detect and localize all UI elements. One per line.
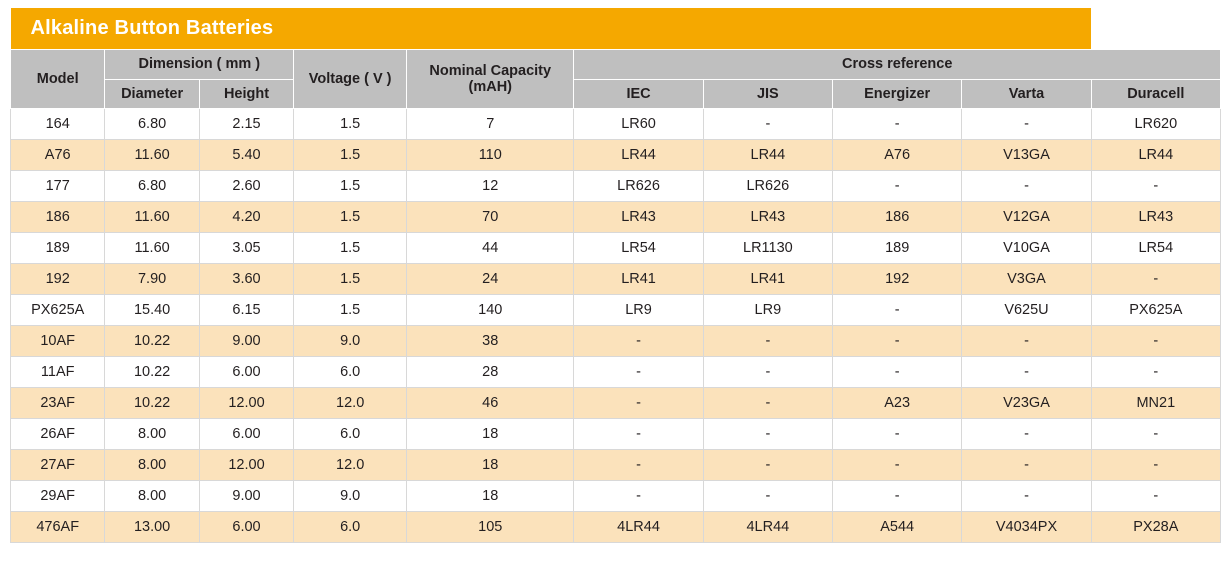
cell-jis: 4LR44 — [703, 512, 832, 543]
cell-model: 177 — [11, 171, 105, 202]
table-row — [11, 388, 1221, 419]
cell-capacity: 46 — [407, 388, 574, 419]
cell-energizer: - — [833, 326, 962, 357]
cell-model: PX625A — [11, 295, 105, 326]
cell-voltage: 1.5 — [294, 295, 407, 326]
cell-jis: - — [703, 450, 832, 481]
cell-voltage: 9.0 — [294, 326, 407, 357]
cell-height: 12.00 — [199, 450, 293, 481]
cell-duracell: - — [1091, 481, 1220, 512]
cell-jis: - — [703, 109, 832, 140]
table-row — [11, 419, 1221, 450]
cell-model: 11AF — [11, 357, 105, 388]
cell-height: 6.00 — [199, 357, 293, 388]
cell-varta: - — [962, 450, 1091, 481]
header-jis: JIS — [703, 79, 832, 109]
cell-iec: - — [574, 326, 703, 357]
cell-energizer: A76 — [833, 140, 962, 171]
cell-varta: - — [962, 357, 1091, 388]
cell-capacity: 140 — [407, 295, 574, 326]
cell-model: 27AF — [11, 450, 105, 481]
cell-voltage: 6.0 — [294, 357, 407, 388]
cell-height: 3.05 — [199, 233, 293, 264]
cell-diameter: 7.90 — [105, 264, 199, 295]
cell-duracell: LR43 — [1091, 202, 1220, 233]
table-row — [11, 450, 1221, 481]
cell-voltage: 9.0 — [294, 481, 407, 512]
cell-duracell: MN21 — [1091, 388, 1220, 419]
header-height: Height — [199, 79, 293, 109]
header-duracell: Duracell — [1091, 79, 1220, 109]
cell-energizer: - — [833, 450, 962, 481]
cell-capacity: 105 — [407, 512, 574, 543]
cell-iec: LR41 — [574, 264, 703, 295]
cell-capacity: 28 — [407, 357, 574, 388]
page-title: Alkaline Button Batteries — [11, 8, 1092, 50]
cell-jis: - — [703, 481, 832, 512]
cell-model: 26AF — [11, 419, 105, 450]
table-row — [11, 171, 1221, 202]
table-row — [11, 264, 1221, 295]
cell-duracell: - — [1091, 171, 1220, 202]
table-row — [11, 202, 1221, 233]
cell-diameter: 13.00 — [105, 512, 199, 543]
cell-height: 6.00 — [199, 419, 293, 450]
cell-capacity: 44 — [407, 233, 574, 264]
table-row — [11, 326, 1221, 357]
header-dimension: Dimension ( mm ) — [105, 50, 294, 80]
title-row — [11, 8, 1221, 50]
cell-iec: LR54 — [574, 233, 703, 264]
cell-jis: LR1130 — [703, 233, 832, 264]
cell-voltage: 1.5 — [294, 202, 407, 233]
cell-height: 2.15 — [199, 109, 293, 140]
cell-diameter: 11.60 — [105, 233, 199, 264]
cell-capacity: 24 — [407, 264, 574, 295]
cell-capacity: 18 — [407, 450, 574, 481]
cell-jis: - — [703, 388, 832, 419]
cell-model: 186 — [11, 202, 105, 233]
header-diameter: Diameter — [105, 79, 199, 109]
table-row — [11, 233, 1221, 264]
cell-height: 4.20 — [199, 202, 293, 233]
cell-varta: - — [962, 419, 1091, 450]
title-spacer — [1091, 8, 1220, 50]
cell-diameter: 11.60 — [105, 140, 199, 171]
cell-duracell: - — [1091, 450, 1220, 481]
cell-voltage: 12.0 — [294, 388, 407, 419]
cell-energizer: 186 — [833, 202, 962, 233]
cell-energizer: 192 — [833, 264, 962, 295]
cell-voltage: 6.0 — [294, 419, 407, 450]
header-cross-reference: Cross reference — [574, 50, 1221, 80]
cell-voltage: 12.0 — [294, 450, 407, 481]
cell-voltage: 1.5 — [294, 233, 407, 264]
cell-energizer: - — [833, 171, 962, 202]
cell-height: 3.60 — [199, 264, 293, 295]
cell-diameter: 6.80 — [105, 109, 199, 140]
cell-varta: V625U — [962, 295, 1091, 326]
cell-capacity: 110 — [407, 140, 574, 171]
cell-jis: LR43 — [703, 202, 832, 233]
cell-varta: V10GA — [962, 233, 1091, 264]
cell-height: 6.15 — [199, 295, 293, 326]
cell-jis: - — [703, 326, 832, 357]
cell-height: 9.00 — [199, 326, 293, 357]
table-row — [11, 481, 1221, 512]
cell-duracell: LR620 — [1091, 109, 1220, 140]
cell-diameter: 15.40 — [105, 295, 199, 326]
cell-model: 189 — [11, 233, 105, 264]
header-row-bottom — [11, 79, 1221, 109]
cell-diameter: 8.00 — [105, 419, 199, 450]
header-model: Model — [11, 50, 105, 109]
cell-capacity: 7 — [407, 109, 574, 140]
cell-iec: LR60 — [574, 109, 703, 140]
cell-voltage: 1.5 — [294, 171, 407, 202]
cell-varta: - — [962, 481, 1091, 512]
cell-jis: - — [703, 419, 832, 450]
cell-height: 5.40 — [199, 140, 293, 171]
cell-capacity: 18 — [407, 481, 574, 512]
table-row — [11, 109, 1221, 140]
cell-model: 476AF — [11, 512, 105, 543]
cell-varta: V3GA — [962, 264, 1091, 295]
cell-duracell: - — [1091, 357, 1220, 388]
cell-diameter: 10.22 — [105, 388, 199, 419]
cell-iec: - — [574, 481, 703, 512]
cell-height: 9.00 — [199, 481, 293, 512]
table-row — [11, 512, 1221, 543]
cell-height: 12.00 — [199, 388, 293, 419]
cell-energizer: A23 — [833, 388, 962, 419]
cell-diameter: 11.60 — [105, 202, 199, 233]
cell-diameter: 8.00 — [105, 481, 199, 512]
cell-diameter: 10.22 — [105, 326, 199, 357]
cell-iec: LR9 — [574, 295, 703, 326]
cell-iec: LR626 — [574, 171, 703, 202]
cell-model: 10AF — [11, 326, 105, 357]
cell-duracell: - — [1091, 419, 1220, 450]
cell-capacity: 18 — [407, 419, 574, 450]
cell-varta: V12GA — [962, 202, 1091, 233]
cell-duracell: PX28A — [1091, 512, 1220, 543]
cell-varta: V13GA — [962, 140, 1091, 171]
table-row — [11, 357, 1221, 388]
cell-jis: LR41 — [703, 264, 832, 295]
table-body — [11, 109, 1221, 543]
header-nominal-capacity: Nominal Capacity (mAH) — [407, 50, 574, 109]
cell-height: 6.00 — [199, 512, 293, 543]
header-varta: Varta — [962, 79, 1091, 109]
cell-model: 192 — [11, 264, 105, 295]
cell-energizer: - — [833, 419, 962, 450]
table-row — [11, 140, 1221, 171]
cell-iec: - — [574, 357, 703, 388]
cell-voltage: 1.5 — [294, 264, 407, 295]
cell-jis: - — [703, 357, 832, 388]
cell-energizer: - — [833, 357, 962, 388]
cell-energizer: 189 — [833, 233, 962, 264]
cell-iec: LR44 — [574, 140, 703, 171]
cell-capacity: 70 — [407, 202, 574, 233]
cell-height: 2.60 — [199, 171, 293, 202]
cell-energizer: A544 — [833, 512, 962, 543]
header-iec: IEC — [574, 79, 703, 109]
header-energizer: Energizer — [833, 79, 962, 109]
cell-iec: 4LR44 — [574, 512, 703, 543]
cell-model: 164 — [11, 109, 105, 140]
cell-iec: - — [574, 388, 703, 419]
cell-capacity: 12 — [407, 171, 574, 202]
cell-voltage: 1.5 — [294, 109, 407, 140]
cell-energizer: - — [833, 295, 962, 326]
cell-jis: LR44 — [703, 140, 832, 171]
cell-diameter: 8.00 — [105, 450, 199, 481]
cell-energizer: - — [833, 481, 962, 512]
cell-voltage: 6.0 — [294, 512, 407, 543]
cell-diameter: 6.80 — [105, 171, 199, 202]
table-header — [11, 8, 1221, 109]
cell-varta: V23GA — [962, 388, 1091, 419]
cell-iec: - — [574, 419, 703, 450]
cell-energizer: - — [833, 109, 962, 140]
alkaline-button-batteries-table — [10, 8, 1221, 543]
cell-varta: - — [962, 326, 1091, 357]
cell-iec: LR43 — [574, 202, 703, 233]
cell-voltage: 1.5 — [294, 140, 407, 171]
cell-varta: V4034PX — [962, 512, 1091, 543]
table-row — [11, 295, 1221, 326]
cell-iec: - — [574, 450, 703, 481]
cell-duracell: - — [1091, 264, 1220, 295]
header-voltage: Voltage ( V ) — [294, 50, 407, 109]
cell-duracell: LR44 — [1091, 140, 1220, 171]
cell-duracell: - — [1091, 326, 1220, 357]
cell-jis: LR9 — [703, 295, 832, 326]
cell-model: A76 — [11, 140, 105, 171]
cell-duracell: PX625A — [1091, 295, 1220, 326]
cell-diameter: 10.22 — [105, 357, 199, 388]
header-row-top — [11, 50, 1221, 80]
cell-jis: LR626 — [703, 171, 832, 202]
cell-varta: - — [962, 109, 1091, 140]
cell-model: 29AF — [11, 481, 105, 512]
cell-model: 23AF — [11, 388, 105, 419]
cell-capacity: 38 — [407, 326, 574, 357]
cell-duracell: LR54 — [1091, 233, 1220, 264]
cell-varta: - — [962, 171, 1091, 202]
